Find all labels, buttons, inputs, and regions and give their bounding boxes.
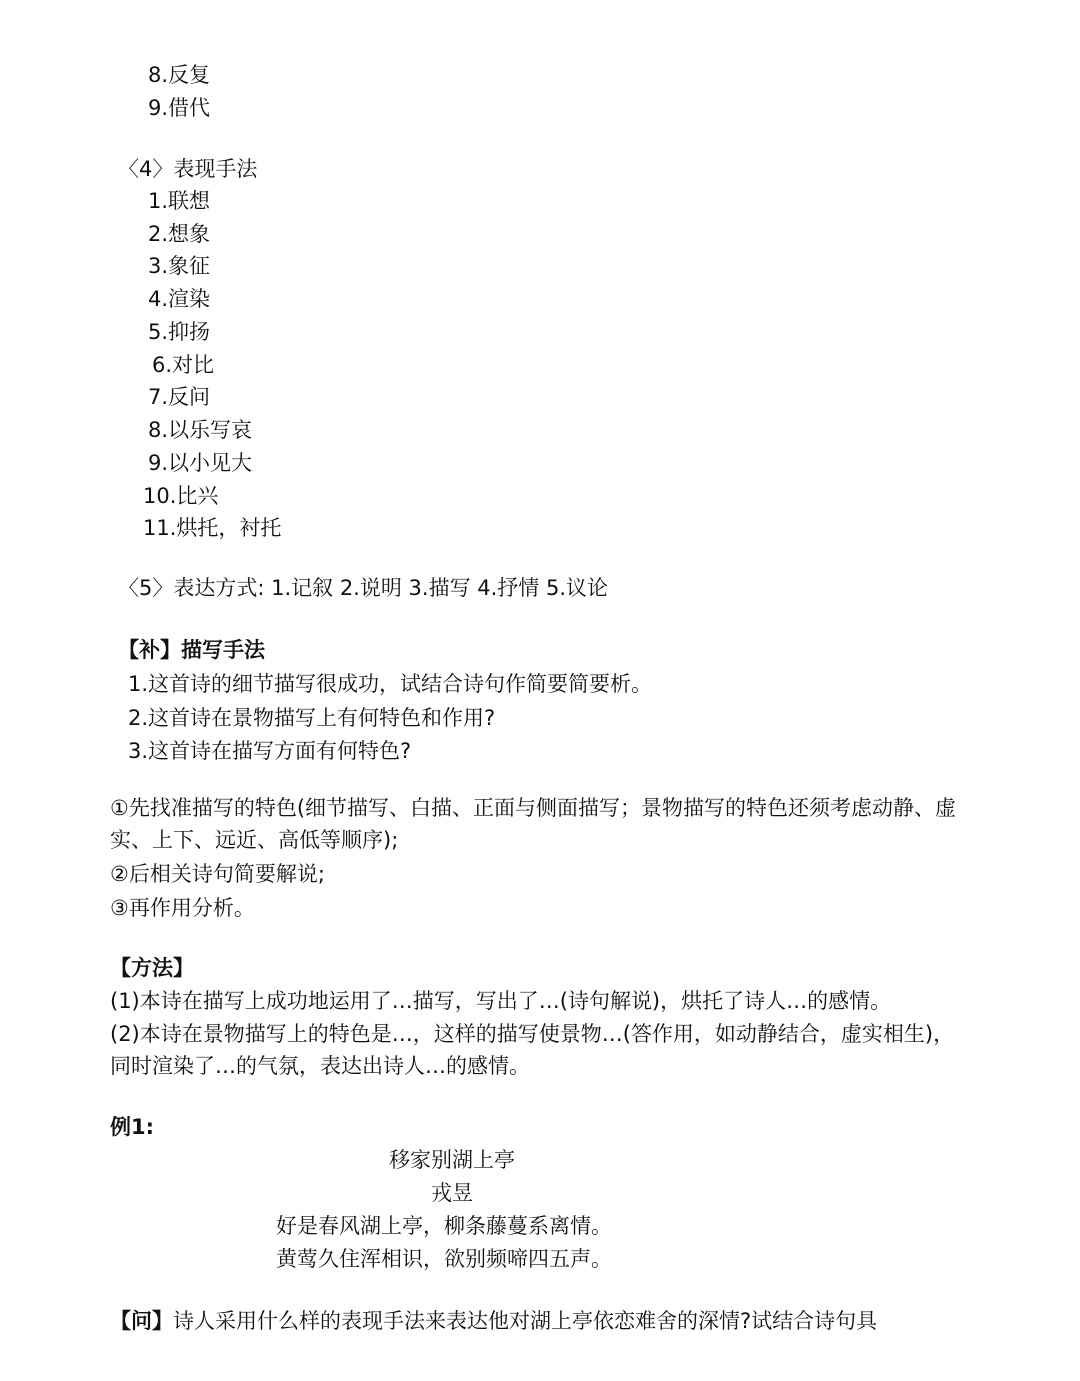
list-item: 8.以乐写哀 (148, 418, 253, 442)
list-item: 9.以小见大 (148, 451, 253, 475)
poem-author: 戎昱 (431, 1181, 473, 1205)
section-heading-method: 【方法】 (110, 956, 194, 980)
question-tag: 【问】 (110, 1309, 173, 1333)
section-heading-supplement: 【补】描写手法 (118, 638, 265, 662)
question-paragraph (110, 1305, 877, 1337)
poem-line: 黄莺久住浑相识，欲别频啼四五声。 (276, 1247, 612, 1271)
expression-modes: 〈5〉表达方式: 1.记叙 2.说明 3.描写 4.抒情 5.议论 (118, 576, 608, 600)
question-item: 1.这首诗的细节描写很成功，试结合诗句作简要简要析。 (128, 672, 653, 696)
question-text: 诗人采用什么样的表现手法来表达他对湖上亭依恋难舍的深情?试结合诗句具 (173, 1309, 878, 1333)
list-item: 3.象征 (148, 254, 211, 278)
list-item: 5.抑扬 (148, 320, 211, 344)
list-item: 11.烘托，衬托 (143, 516, 282, 540)
method-line: (1)本诗在描写上成功地运用了…描写，写出了…(诗句解说)，烘托了诗人…的感情。 (110, 989, 892, 1013)
section-heading-techniques: 〈4〉表现手法 (118, 157, 258, 181)
list-item: 1.联想 (148, 189, 211, 213)
list-item: 10.比兴 (143, 484, 219, 508)
method-line: (2)本诗在景物描写上的特色是…，这样的描写使景物…(答作用，如动静结合，虚实相生)，同时渲染了…的气氛，表达出诗人…的感情。 (110, 1022, 955, 1078)
step-item: ②后相关诗句简要解说; (110, 862, 325, 886)
list-item: 2.想象 (148, 222, 211, 246)
question-item: 2.这首诗在景物描写上有何特色和作用? (128, 706, 496, 730)
poem-title: 移家别湖上亭 (389, 1148, 515, 1172)
question-item: 3.这首诗在描写方面有何特色? (128, 739, 412, 763)
example-label: 例1: (110, 1115, 155, 1139)
list-item: 4.渲染 (148, 287, 211, 311)
step-item: ③再作用分析。 (110, 896, 255, 920)
list-item: 6.对比 (152, 353, 215, 377)
list-item: 7.反问 (148, 385, 211, 409)
list-item: 9.借代 (148, 96, 211, 120)
step-item: ①先找准描写的特色(细节描写、白描、正面与侧面描写；景物描写的特色还须考虑动静、虚实、上下、远近、高低等顺序); (110, 796, 957, 852)
list-item: 8.反复 (148, 63, 211, 87)
poem-line: 好是春风湖上亭，柳条藤蔓系离情。 (276, 1214, 612, 1238)
